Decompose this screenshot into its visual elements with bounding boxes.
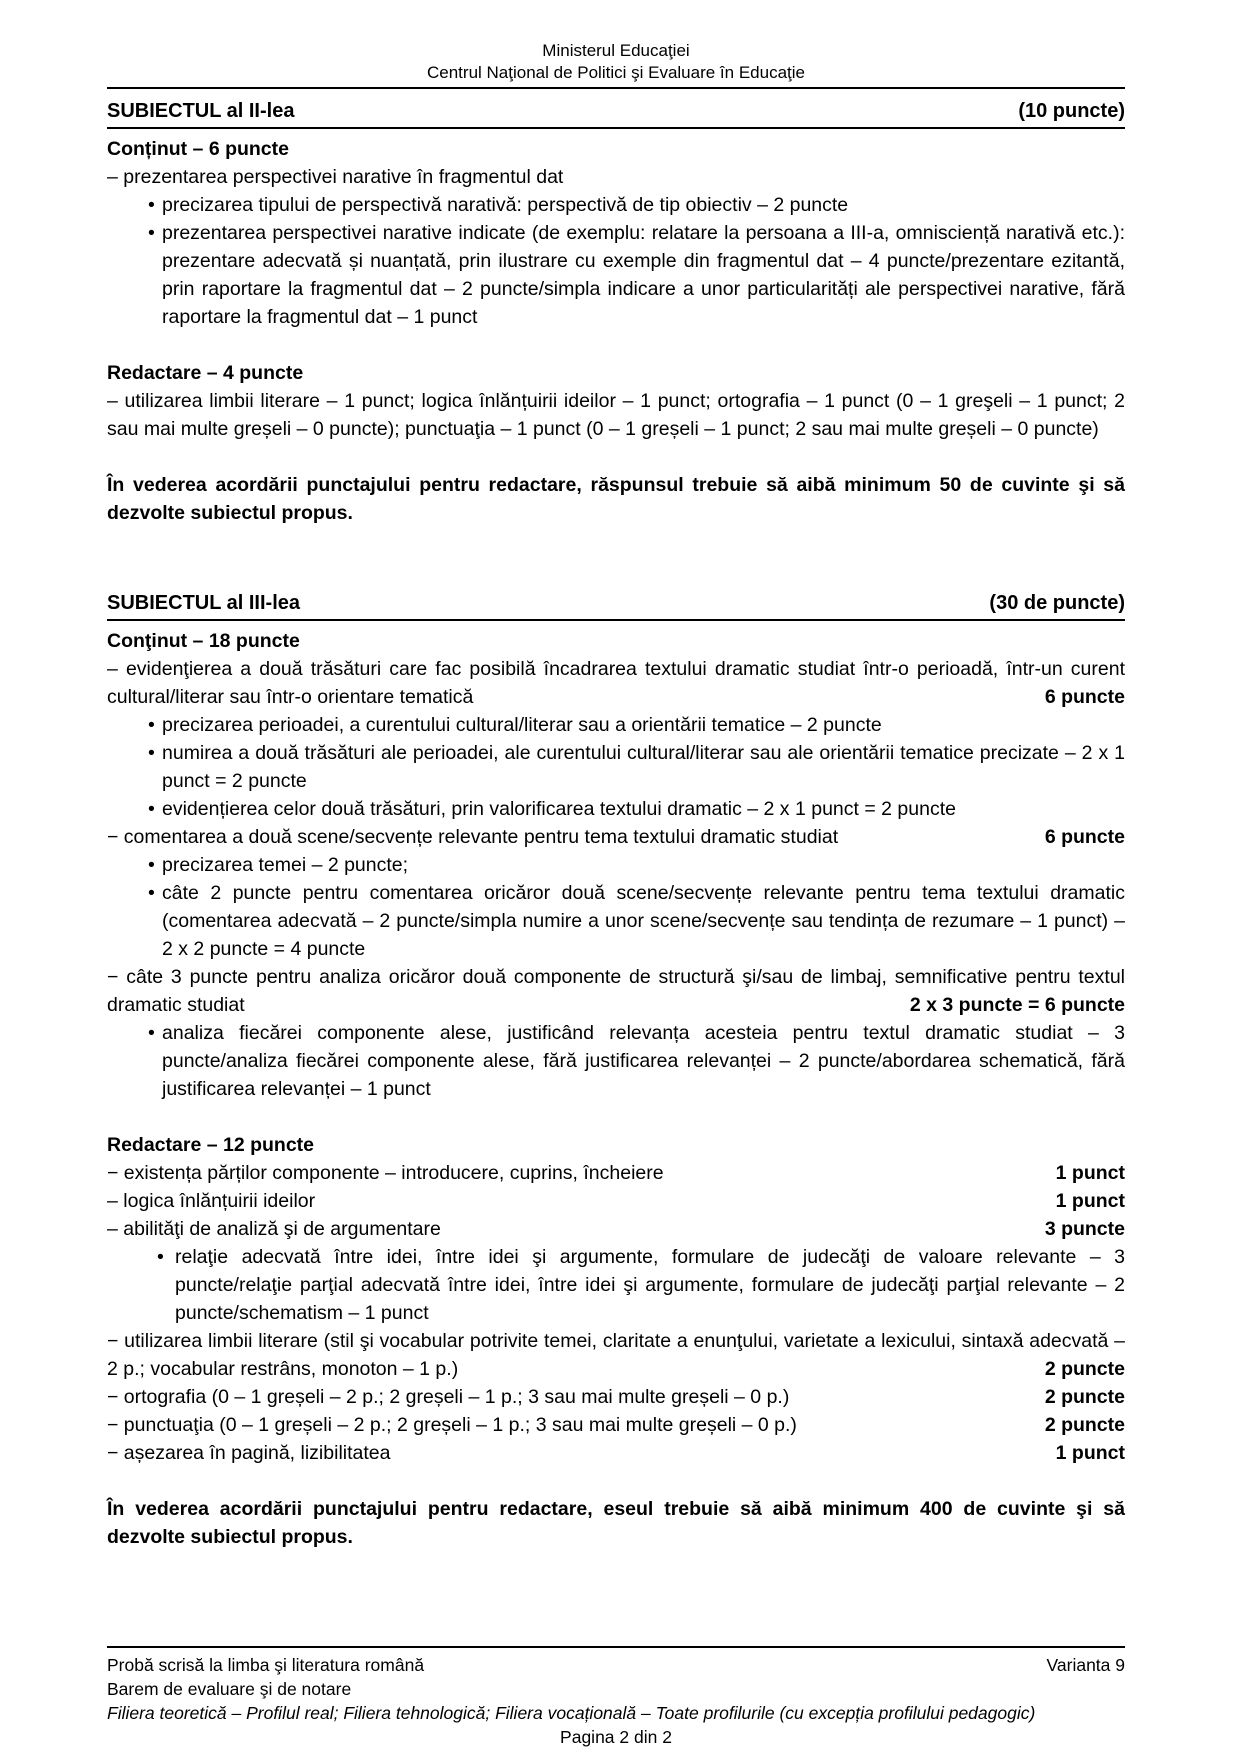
text-line <box>107 1243 1125 1327</box>
document-header <box>107 40 1125 89</box>
text-line <box>107 135 1125 163</box>
points-value: 6 puncte <box>1044 686 1125 708</box>
section-heading <box>107 589 1125 621</box>
section-title: SUBIECTUL al II-lea <box>107 100 295 122</box>
text-line <box>107 823 1125 851</box>
points-value: 1 punct <box>1055 1190 1125 1212</box>
text-line <box>107 163 1125 191</box>
line-text: − existența părților componente – introducere, cuprins, încheiere <box>107 1162 664 1184</box>
text-line <box>107 1159 1125 1187</box>
text-line <box>107 1215 1125 1243</box>
text-line <box>107 1131 1125 1159</box>
line-text: − câte 3 puncte pentru analiza oricăror două componente de structură şi/sau de limbaj, semnificative pentru textul dramatic studiat <box>107 966 1125 1016</box>
line-text: Conținut – 6 puncte <box>107 138 289 160</box>
ministry-title: Ministerul Educaţiei <box>542 41 690 60</box>
section-points: (10 puncte) <box>1018 100 1125 122</box>
section-title: SUBIECTUL al III-lea <box>107 592 301 614</box>
line-text: Redactare – 12 puncte <box>107 1134 315 1156</box>
points-value: 2 puncte <box>1044 1414 1125 1436</box>
line-text: Conţinut – 18 puncte <box>107 630 300 652</box>
footer-barem: Barem de evaluare şi de notare <box>107 1679 352 1699</box>
line-text: precizarea temei – 2 puncte; <box>162 854 409 876</box>
points-value: 3 puncte <box>1044 1218 1125 1240</box>
text-line <box>107 191 1125 219</box>
header-divider <box>107 87 1125 89</box>
line-text: relaţie adecvată între idei, între idei şi argumente, formulare de judecăţi de valoare relevante – 3 puncte/relaţie parţial adecvată între idei, între idei şi argumente, formulare de judecăţi parţial relevante – 2 puncte/schematism – 1 punct <box>175 1246 1125 1324</box>
text-line <box>107 359 1125 387</box>
line-text: Redactare – 4 puncte <box>107 362 304 384</box>
text-line <box>107 711 1125 739</box>
points-value: 2 puncte <box>1044 1358 1125 1380</box>
text-line <box>107 1383 1125 1411</box>
section-points: (30 de puncte) <box>989 592 1125 614</box>
points-value: 1 punct <box>1055 1162 1125 1184</box>
points-value: 1 punct <box>1055 1442 1125 1464</box>
line-text: prezentarea perspectivei narative indicate (de exemplu: relatare la persoana a III-a, omnisciență narativă etc.): prezentare adecvată și nuanțată, prin ilustrare cu exemple din fragmentul dat – 4 puncte/prezentare ezitantă, prin raportare la fragmentul dat – 2 puncte/simpla indicare a unor particularități ale perspectivei narative, fără raportare la fragmentul dat – 1 punct <box>162 222 1125 328</box>
text-line <box>107 851 1125 879</box>
line-text: În vederea acordării punctajului pentru redactare, răspunsul trebuie să aibă minimum 50 de cuvinte şi să dezvolte subiectul propus. <box>107 474 1125 524</box>
line-text: analiza fiecărei componente alese, justificând relevanța acesteia pentru textul dramatic studiat – 3 puncte/analiza fiecărei componente alese, fără justificarea relevanței – 2 puncte/abordarea schematică, fără justificarea relevanței – 1 punct <box>162 1022 1125 1100</box>
text-line <box>107 963 1125 1019</box>
line-text: precizarea perioadei, a curentului cultural/literar sau a orientării tematice – 2 puncte <box>162 714 882 736</box>
line-text: – prezentarea perspectivei narative în fragmentul dat <box>107 166 564 188</box>
text-line <box>107 219 1125 331</box>
line-text: – abilităţi de analiză şi de argumentare <box>107 1218 441 1240</box>
footer-filiera: Filiera teoretică – Profilul real; Filiera tehnologică; Filiera vocațională – Toate profilurile (cu excepția profilului pedagogic) <box>107 1703 1036 1723</box>
text-line <box>107 655 1125 711</box>
center-title: Centrul Naţional de Politici şi Evaluare în Educaţie <box>427 63 805 82</box>
points-value: 2 puncte <box>1044 1386 1125 1408</box>
text-line <box>107 1439 1125 1467</box>
text-line <box>107 471 1125 527</box>
points-value: 6 puncte <box>1044 826 1125 848</box>
line-text: − utilizarea limbii literare (stil şi vocabular potrivite temei, claritate a enunţului, varietate a lexicului, sintaxă adecvată – 2 p.; vocabular restrâns, monoton – 1 p.) <box>107 1330 1125 1380</box>
footer-proba: Probă scrisă la limba şi literatura română <box>107 1655 425 1675</box>
text-line <box>107 879 1125 963</box>
line-text: − așezarea în pagină, lizibilitatea <box>107 1442 391 1464</box>
footer-page-number: Pagina 2 din 2 <box>560 1727 672 1747</box>
document-body <box>107 97 1125 1551</box>
line-text: − punctuaţia (0 – 1 greșeli – 2 p.; 2 greșeli – 1 p.; 3 sau mai multe greșeli – 0 p.) <box>107 1414 797 1436</box>
line-text: – utilizarea limbii literare – 1 punct; logica înlănțuirii ideilor – 1 punct; ortografia – 1 punct (0 – 1 greşeli – 1 punct; 2 sau mai multe greșeli – 0 puncte); punctuaţia – 1 punct (0 – 1 greșeli – 1 punct; 2 sau mai multe greșeli – 0 puncte) <box>107 390 1125 440</box>
line-text: În vederea acordării punctajului pentru redactare, eseul trebuie să aibă minimum 400 de cuvinte şi să dezvolte subiectul propus. <box>107 1498 1125 1548</box>
text-line <box>107 795 1125 823</box>
text-line <box>107 739 1125 795</box>
line-text: evidențierea celor două trăsături, prin valorificarea textului dramatic – 2 x 1 punct = 2 puncte <box>162 798 956 820</box>
line-text: − comentarea a două scene/secvențe relevante pentru tema textului dramatic studiat <box>107 826 839 848</box>
footer-varianta: Varianta 9 <box>1046 1655 1125 1675</box>
text-line <box>107 1187 1125 1215</box>
line-text: câte 2 puncte pentru comentarea oricăror două scene/secvențe relevante pentru tema textului dramatic (comentarea adecvată – 2 puncte/simpla numire a unor scene/secvențe sau tendința de rezumare – 1 punct) – 2 x 2 puncte = 4 puncte <box>162 882 1125 960</box>
text-line <box>107 1411 1125 1439</box>
text-line <box>107 1327 1125 1383</box>
text-line <box>107 627 1125 655</box>
document-footer <box>107 1646 1125 1749</box>
text-line <box>107 1019 1125 1103</box>
text-line <box>107 1495 1125 1551</box>
points-value: 2 x 3 puncte = 6 puncte <box>909 994 1125 1016</box>
footer-row <box>107 1653 1125 1677</box>
line-text: precizarea tipului de perspectivă narativă: perspectivă de tip obiectiv – 2 puncte <box>162 194 849 216</box>
text-line <box>107 387 1125 443</box>
line-text: – logica înlănțuirii ideilor <box>107 1190 316 1212</box>
section-heading <box>107 97 1125 129</box>
line-text: – evidenţierea a două trăsături care fac posibilă încadrarea textului dramatic studiat într-o perioadă, într-un curent cultural/literar sau într-o orientare tematică <box>107 658 1125 708</box>
line-text: − ortografia (0 – 1 greșeli – 2 p.; 2 greșeli – 1 p.; 3 sau mai multe greșeli – 0 p.) <box>107 1386 790 1408</box>
line-text: numirea a două trăsături ale perioadei, ale curentului cultural/literar sau ale orientării tematice precizate – 2 x 1 punct = 2 puncte <box>162 742 1125 792</box>
